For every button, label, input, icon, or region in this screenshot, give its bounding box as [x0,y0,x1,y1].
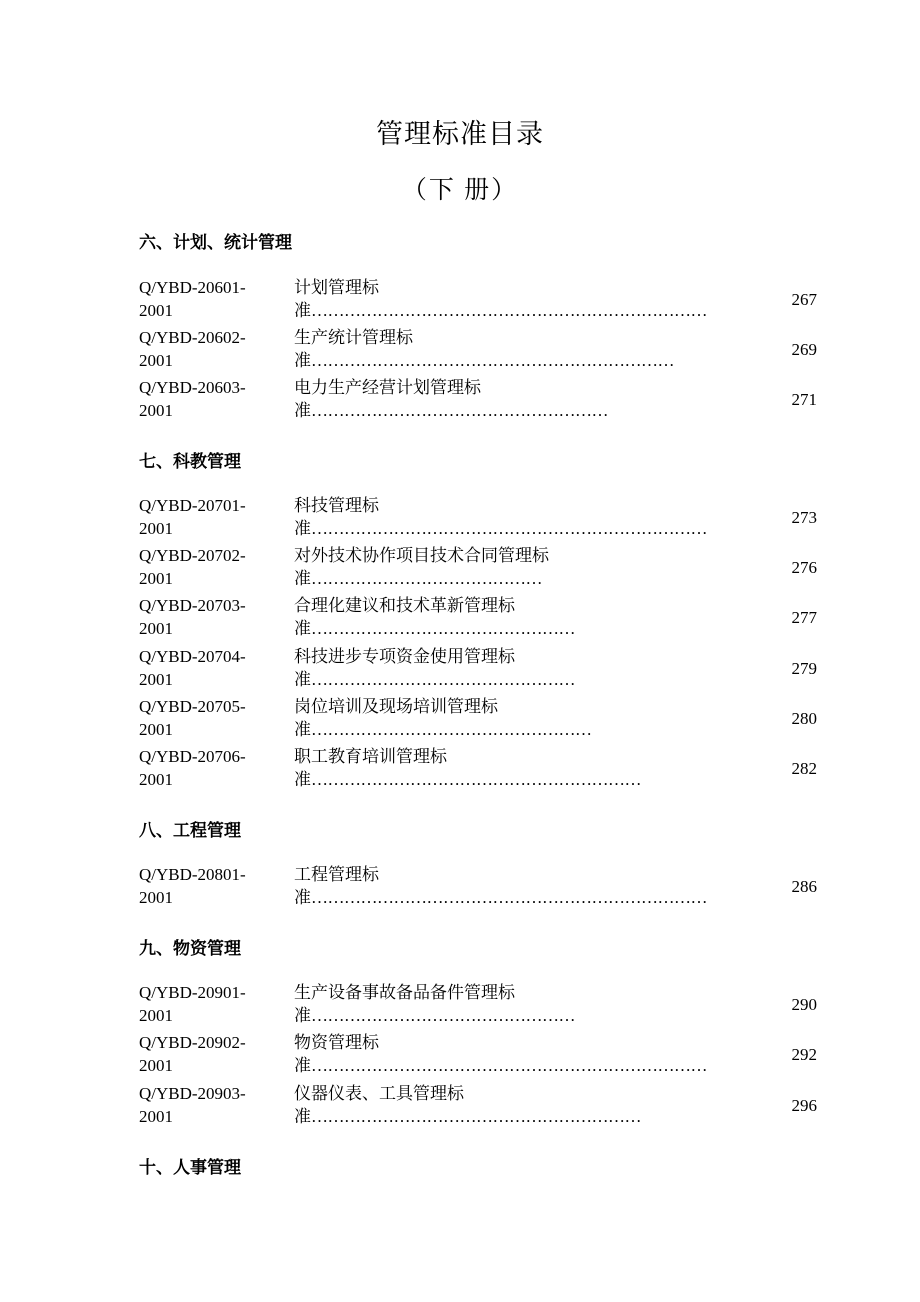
page-number: 273 [791,508,817,527]
dot-leader: ……………………………………………………………… [311,301,707,320]
standard-code: Q/YBD-20903- 2001 [139,1084,246,1126]
dot-leader: …………………………………………… [311,720,592,739]
standard-title: 科技进步专项资金使用管理标 准………………………………………… [294,647,575,689]
toc-entry[interactable] [139,745,819,791]
standard-title: 仪器仪表、工具管理标 准…………………………………………………… [294,1084,641,1126]
standard-title: 职工教育培训管理标 准…………………………………………………… [294,747,641,789]
toc-entry[interactable] [139,981,819,1027]
standard-code: Q/YBD-20705- 2001 [139,697,246,739]
dot-leader: ……………………………………………………………… [311,1056,707,1075]
dot-leader: ………………………………………… [311,1006,575,1025]
toc-entry[interactable] [139,276,819,322]
standard-code: Q/YBD-20601- 2001 [139,278,246,320]
standard-title: 生产设备事故备品备件管理标 准………………………………………… [294,983,575,1025]
standard-title: 岗位培训及现场培训管理标 准…………………………………………… [294,697,592,739]
dot-leader: …………………………………… [311,569,542,588]
page-number: 290 [791,995,817,1014]
toc-entry[interactable] [139,1082,819,1128]
page-number: 280 [791,709,817,728]
document-title: 管理标准目录 [376,119,544,149]
page-number: 292 [791,1045,817,1064]
toc-entry[interactable] [139,326,819,372]
section-heading: 六、计划、统计管理 [139,233,292,253]
document-subtitle: （下 册） [401,177,519,204]
page-number: 271 [791,390,817,409]
toc-entry[interactable] [139,376,819,422]
standard-code: Q/YBD-20703- 2001 [139,596,246,638]
page-number: 277 [791,608,817,627]
toc-entry[interactable] [139,645,819,691]
section-heading: 十、人事管理 [139,1158,241,1178]
dot-leader: …………………………………………………… [311,1107,641,1126]
dot-leader: ……………………………………………………………… [311,888,707,907]
dot-leader: ……………………………………………………………… [311,519,707,538]
standard-code: Q/YBD-20901- 2001 [139,983,246,1025]
standard-code: Q/YBD-20706- 2001 [139,747,246,789]
page-number: 269 [791,340,817,359]
toc-entry[interactable] [139,695,819,741]
toc-entry[interactable] [139,494,819,540]
standard-title: 计划管理标 准……………………………………………………………… [294,278,707,320]
standard-code: Q/YBD-20701- 2001 [139,496,246,538]
page-number: 282 [791,759,817,778]
dot-leader: …………………………………………………… [311,770,641,789]
dot-leader: ………………………………………… [311,670,575,689]
dot-leader: ………………………………………… [311,619,575,638]
standard-code: Q/YBD-20704- 2001 [139,647,246,689]
standard-title: 合理化建议和技术革新管理标 准………………………………………… [294,596,575,638]
section-heading: 八、工程管理 [139,821,241,841]
section-heading: 九、物资管理 [139,939,241,959]
standard-code: Q/YBD-20603- 2001 [139,378,246,420]
page-number: 276 [791,558,817,577]
toc-entry[interactable] [139,544,819,590]
section-heading: 七、科教管理 [139,452,241,472]
standard-title: 对外技术协作项目技术合同管理标 准…………………………………… [294,546,549,588]
standard-code: Q/YBD-20702- 2001 [139,546,246,588]
page-number: 267 [791,290,817,309]
page-number: 279 [791,659,817,678]
toc-entry[interactable] [139,594,819,640]
toc-entry[interactable] [139,1031,819,1077]
standard-code: Q/YBD-20602- 2001 [139,328,246,370]
standard-title: 物资管理标 准……………………………………………………………… [294,1033,707,1075]
standard-code: Q/YBD-20902- 2001 [139,1033,246,1075]
dot-leader: ………………………………………………………… [311,351,674,370]
page-number: 286 [791,877,817,896]
standard-code: Q/YBD-20801- 2001 [139,865,246,907]
standard-title: 工程管理标 准……………………………………………………………… [294,865,707,907]
toc-entry[interactable] [139,863,819,909]
standard-title: 电力生产经营计划管理标 准……………………………………………… [294,378,608,420]
standard-title: 科技管理标 准……………………………………………………………… [294,496,707,538]
dot-leader: ……………………………………………… [311,401,608,420]
page-number: 296 [791,1096,817,1115]
standard-title: 生产统计管理标 准………………………………………………………… [294,328,674,370]
